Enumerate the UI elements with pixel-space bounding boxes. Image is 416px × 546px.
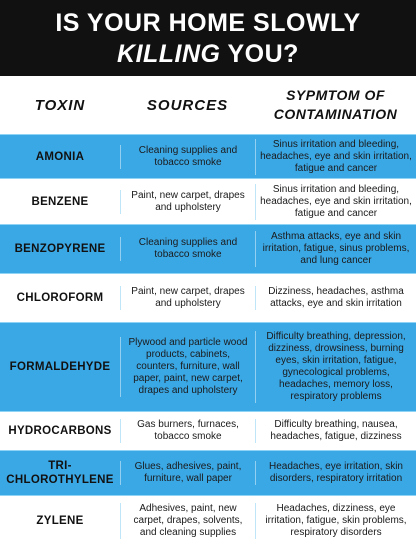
table-row (0, 224, 416, 273)
toxin-symptom: Difficulty breathing, nausea, headaches, fatigue, dizziness (255, 419, 416, 443)
table-row (0, 273, 416, 322)
toxin-table (0, 76, 416, 546)
toxin-name: CHLOROFORM (16, 292, 104, 304)
table-row (0, 495, 416, 546)
toxin-sources: Paint, new carpet, drapes and upholstery (120, 190, 255, 214)
table-row (0, 411, 416, 450)
title-line-2 (0, 40, 416, 69)
header-toxin: TOXIN (34, 96, 86, 114)
header-symptom: SYPMTOM OF CONTAMINATION (273, 87, 398, 122)
toxin-sources: Glues, adhesives, paint, furniture, wall paper (120, 461, 255, 485)
table-header (0, 76, 416, 134)
toxin-sources: Cleaning supplies and tobacco smoke (120, 145, 255, 169)
toxin-sources: Adhesives, paint, new carpet, drapes, solvents, and cleaning supplies (120, 503, 255, 539)
table-row (0, 178, 416, 224)
toxin-name: FORMALDEHYDE (9, 361, 111, 373)
table-row (0, 322, 416, 411)
toxin-symptom: Dizziness, headaches, asthma attacks, eye and skin irritation (255, 286, 416, 310)
toxin-sources: Cleaning supplies and tobacco smoke (120, 237, 255, 261)
toxin-name: BENZENE (31, 195, 89, 208)
toxin-name: HYDROCARBONS (8, 425, 112, 437)
title-line-1: IS YOUR HOME SLOWLY (55, 9, 361, 37)
table-row (0, 450, 416, 495)
toxin-symptom: Sinus irritation and bleeding, headaches, eye and skin irritation, fatigue and cancer (255, 184, 416, 220)
toxin-name: ZYLENE (36, 515, 84, 527)
table-row (0, 134, 416, 178)
toxin-sources: Plywood and particle wood products, cabinets, counters, furniture, wall paper, paint, new carpet, drapes and upholstery (120, 337, 255, 397)
toxin-symptom: Difficulty breathing, depression, dizziness, drowsiness, burning eyes, skin irritation, fatigue, gynecological problems, headaches, memory loss, respiratory problems (255, 331, 416, 403)
toxin-name: AMONIA (35, 150, 85, 163)
title-emphasis: KILLING (117, 40, 221, 68)
toxin-sources: Paint, new carpet, drapes and upholstery (120, 286, 255, 310)
toxin-symptom: Sinus irritation and bleeding, headaches, eye and skin irritation, fatigue and cancer (255, 139, 416, 175)
title-rest: YOU? (220, 40, 299, 68)
toxin-sources: Gas burners, furnaces, tobacco smoke (120, 419, 255, 443)
toxin-symptom: Headaches, dizziness, eye irritation, fatigue, skin problems, respiratory disorders (255, 503, 416, 539)
toxin-name: BENZOPYRENE (14, 243, 106, 255)
toxin-name: TRI- CHLOROTHYLENE (6, 460, 114, 486)
toxin-symptom: Headaches, eye irritation, skin disorders, respiratory irritation (255, 461, 416, 485)
header-sources: SOURCES (146, 96, 229, 114)
toxin-symptom: Asthma attacks, eye and skin irritation, fatigue, sinus problems, and lung cancer (255, 231, 416, 267)
title-banner (0, 0, 416, 76)
